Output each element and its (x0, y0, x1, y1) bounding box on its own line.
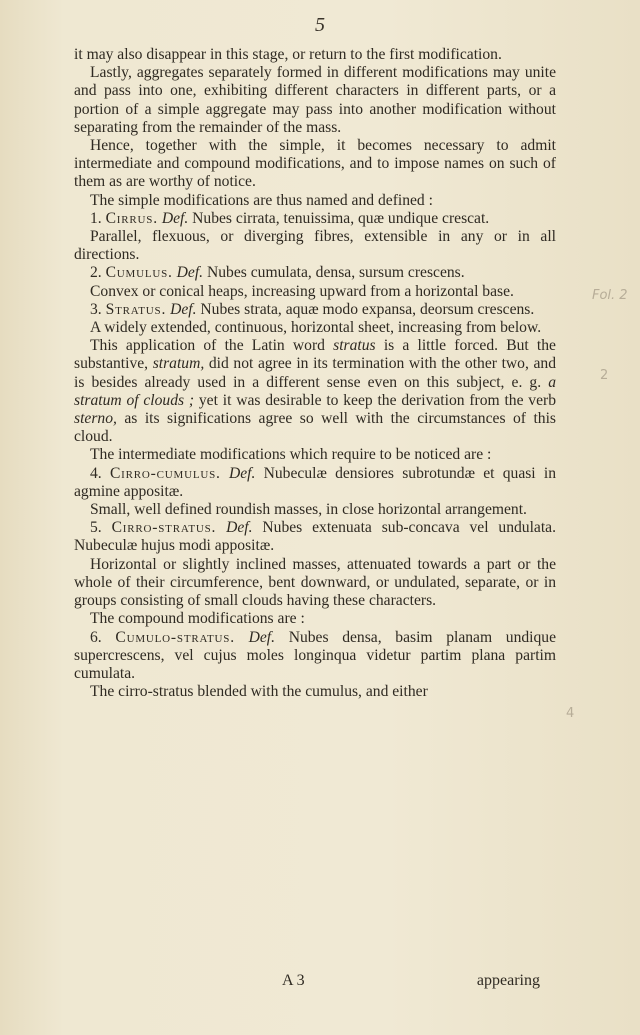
body-text (74, 46, 556, 701)
definition-cirro-stratus (74, 519, 556, 555)
cloud-name: Cirro-cumulus. (109, 464, 221, 482)
paragraph: The compound modifications are : (90, 610, 305, 628)
page-footer (74, 972, 540, 996)
stratus-note (74, 337, 556, 446)
definition-number: 1. (90, 209, 102, 227)
def-label: Def. (170, 300, 197, 318)
definition-latin: Nubes extenuata sub-concava vel undulata. Nubeculæ hujus modi appositæ. (74, 519, 557, 555)
def-label: Def. (226, 519, 253, 537)
pencil-margin-note: 4 (566, 706, 575, 721)
definition-latin: Nubes strata, aquæ modo expansa, deorsum crescens. (196, 300, 535, 318)
def-label: Def. (228, 464, 256, 482)
cloud-name: Cirro-stratus. (111, 519, 217, 537)
definition-number: 4. (90, 464, 102, 482)
definition-latin: Nubeculæ densiores subrotundæ et quasi in agmine appositæ. (74, 464, 557, 500)
definition-latin: Nubes densa, basim planam undique supercrescens, vel cujus moles longinqua videtur partim plana partim cumulata. (74, 628, 557, 682)
paragraph: Convex or conical heaps, increasing upward from a horizontal base. (90, 282, 514, 300)
definition-number: 2. (90, 264, 102, 282)
definition-cumulus (74, 264, 556, 282)
definition-cumulo-stratus (74, 629, 556, 684)
note-segment-italic: stratus (333, 337, 376, 355)
cloud-name: Cumulus. (105, 264, 173, 282)
pencil-margin-note: 2 (600, 368, 609, 383)
pencil-margin-note: Fol. 2 (592, 288, 628, 303)
paragraph: The cirro-stratus blended with the cumulus, and either (90, 683, 428, 701)
note-segment: is a little forced. But the substantive, (74, 337, 556, 373)
paragraph: Lastly, aggregates separately formed in different modifications may unite and pass into one, exhibiting different characters in different parts, or a portion of a simple aggregate may pass into another modification without separating from the remainder of the mass. (74, 64, 556, 136)
definition-number: 5. (90, 519, 102, 537)
definition-latin: Nubes cumulata, densa, sursum crescens. (203, 264, 465, 282)
cloud-name: Stratus. (105, 300, 167, 318)
note-segment: yet it was desirable to keep the derivation from the verb (194, 391, 557, 409)
definition-stratus (74, 301, 556, 319)
paragraph: Small, well defined roundish masses, in close horizontal arrangement. (90, 501, 527, 519)
def-label: Def. (176, 264, 204, 282)
page-number: 5 (315, 14, 325, 36)
note-segment: This application of the Latin word (90, 337, 334, 355)
paragraph: it may also disappear in this stage, or return to the first modification. (74, 46, 502, 63)
cloud-name: Cirrus. (105, 209, 158, 227)
note-segment: did not agree in its termination with the other two, and is besides already used in a different sense even on this subject, e. g. (74, 355, 556, 391)
paragraph: Parallel, flexuous, or diverging fibres, extensible in any or in all directions. (74, 228, 556, 264)
def-label: Def. (248, 628, 276, 646)
def-label: Def. (161, 209, 189, 227)
definition-cirrus (74, 210, 556, 228)
paragraph: Hence, together with the simple, it becomes necessary to admit intermediate and compound modifications, and to impose names on such of them as are worthy of notice. (74, 137, 556, 191)
definition-number: 3. (90, 300, 102, 318)
definition-cirro-cumulus (74, 465, 556, 501)
catchword: appearing (476, 972, 540, 989)
paragraph: A widely extended, continuous, horizontal sheet, increasing from below. (90, 319, 542, 337)
paragraph: The intermediate modifications which require to be noticed are : (90, 446, 492, 464)
signature-mark: A 3 (282, 972, 305, 989)
definition-latin: Nubes cirrata, tenuissima, quæ undique crescat. (188, 209, 490, 227)
definition-number: 6. (90, 628, 102, 646)
cloud-name: Cumulo-stratus. (115, 628, 235, 646)
paragraph: The simple modifications are thus named and defined : (90, 191, 433, 209)
note-segment-italic: sterno, (74, 410, 117, 428)
note-segment-italic: a stratum of clouds ; (74, 373, 556, 409)
note-segment: as its significations agree so well with the circumstances of this cloud. (74, 410, 556, 446)
paragraph: Horizontal or slightly inclined masses, attenuated towards a part or the whole of their circumference, bent downward, or undulated, separate, or in groups consisting of small clouds having these characters. (74, 555, 556, 610)
note-segment-italic: stratum, (152, 355, 205, 373)
